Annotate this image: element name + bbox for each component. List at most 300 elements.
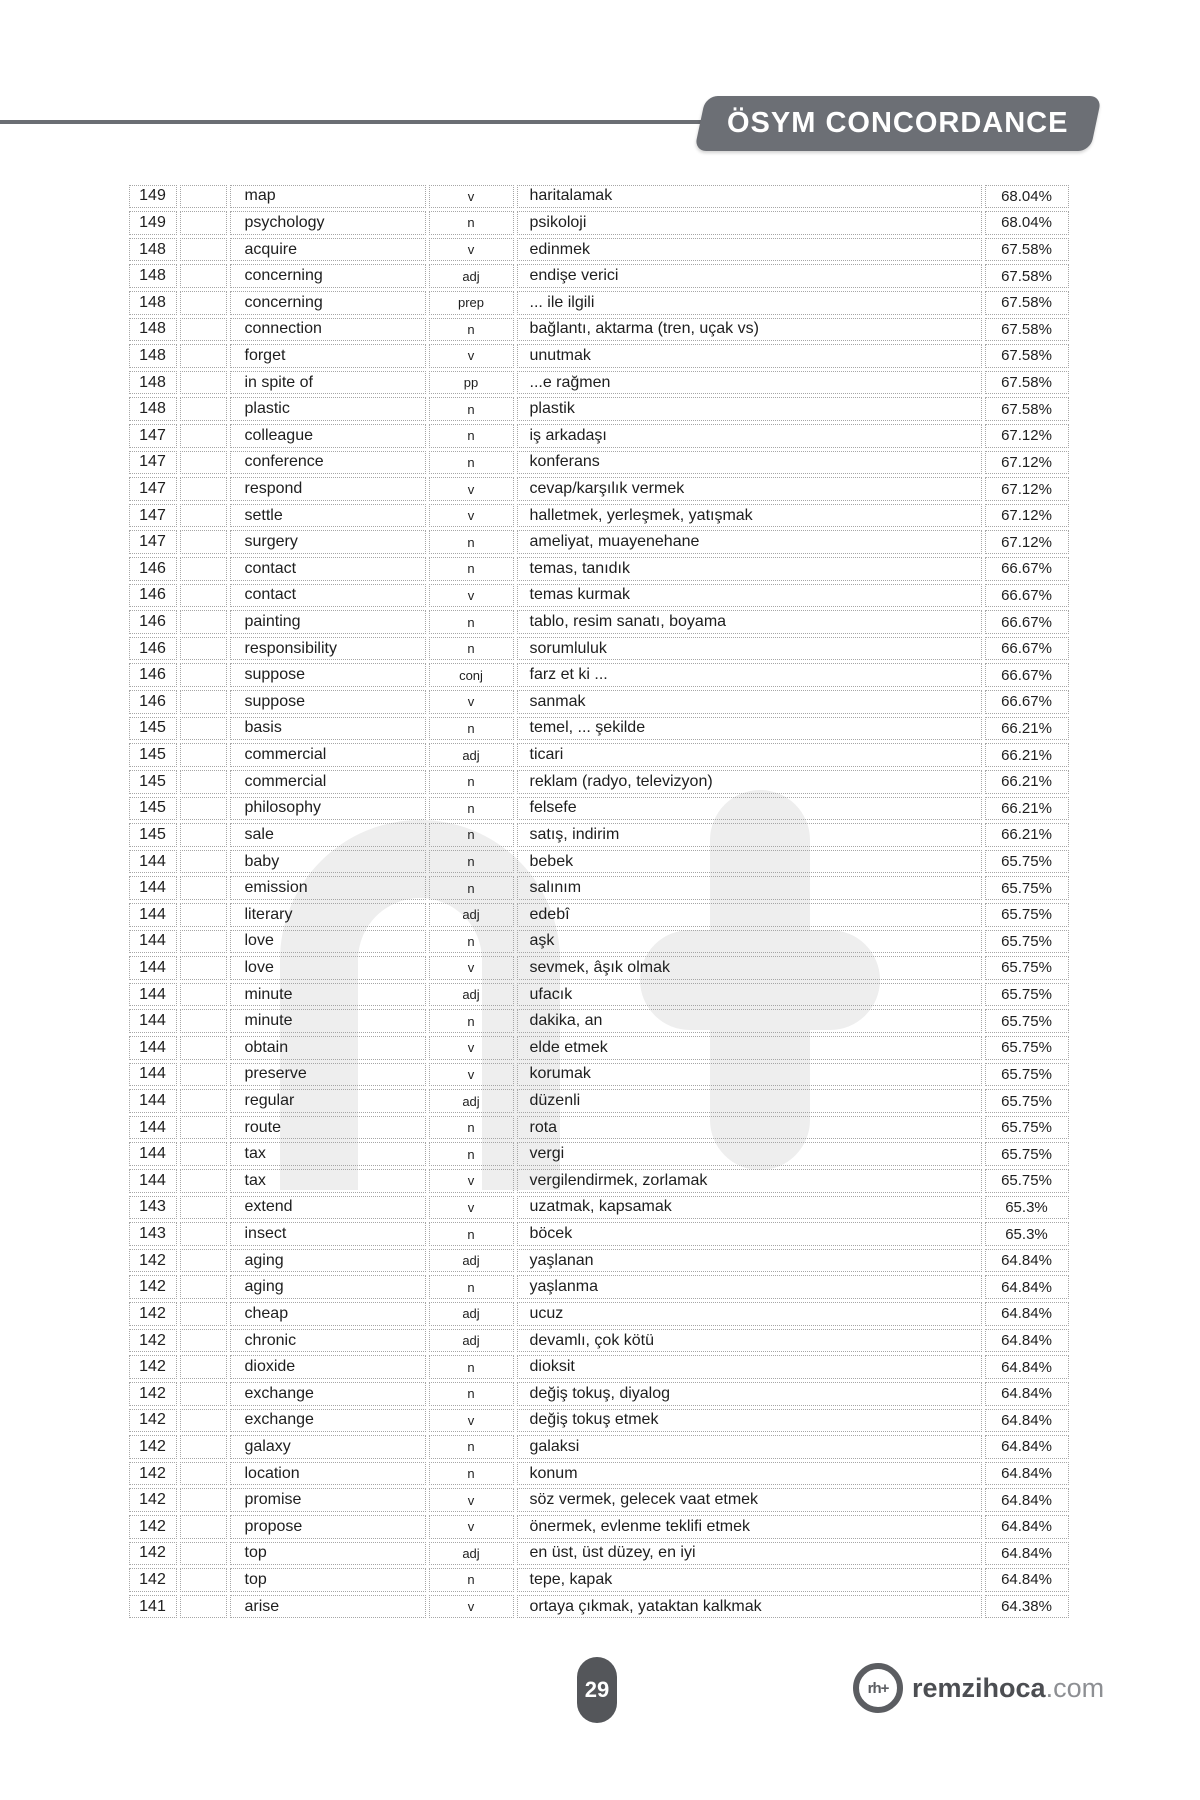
pos-cell: adj <box>429 1249 514 1273</box>
word-cell: suppose <box>230 690 426 714</box>
pos-cell: v <box>429 584 514 608</box>
pos-cell: n <box>429 1355 514 1379</box>
meaning-cell: ameliyat, muayenehane <box>517 530 982 554</box>
meaning-cell: galaksi <box>517 1435 982 1459</box>
percentage-cell: 65.75% <box>985 876 1069 900</box>
frequency-cell: 144 <box>129 1036 177 1060</box>
frequency-cell: 146 <box>129 610 177 634</box>
meaning-cell: konum <box>517 1462 982 1486</box>
frequency-cell: 146 <box>129 690 177 714</box>
blank-cell <box>180 717 227 741</box>
frequency-cell: 142 <box>129 1249 177 1273</box>
table-row <box>127 396 1070 423</box>
table-row <box>127 1061 1070 1088</box>
pos-cell: n <box>429 1568 514 1592</box>
percentage-cell: 64.84% <box>985 1488 1069 1512</box>
table-row <box>127 1434 1070 1461</box>
percentage-cell: 64.84% <box>985 1302 1069 1326</box>
blank-cell <box>180 318 227 342</box>
meaning-cell: temel, ... şekilde <box>517 717 982 741</box>
pos-cell: n <box>429 850 514 874</box>
word-cell: emission <box>230 876 426 900</box>
word-cell: psychology <box>230 211 426 235</box>
header-rule-line <box>0 120 708 124</box>
blank-cell <box>180 1329 227 1353</box>
pos-cell: n <box>429 1435 514 1459</box>
word-cell: contact <box>230 584 426 608</box>
blank-cell <box>180 770 227 794</box>
pos-cell: n <box>429 1009 514 1033</box>
word-cell: map <box>230 185 426 209</box>
blank-cell <box>180 557 227 581</box>
meaning-cell: yaşlanan <box>517 1249 982 1273</box>
meaning-cell: edebî <box>517 903 982 927</box>
meaning-cell: temas, tanıdık <box>517 557 982 581</box>
percentage-cell: 66.67% <box>985 690 1069 714</box>
pos-cell: n <box>429 930 514 954</box>
table-row <box>127 1194 1070 1221</box>
pos-cell: v <box>429 185 514 209</box>
pos-cell: adj <box>429 983 514 1007</box>
blank-cell <box>180 371 227 395</box>
percentage-cell: 65.75% <box>985 930 1069 954</box>
percentage-cell: 65.75% <box>985 1142 1069 1166</box>
blank-cell <box>180 584 227 608</box>
blank-cell <box>180 1275 227 1299</box>
blank-cell <box>180 211 227 235</box>
table-row <box>127 1354 1070 1381</box>
frequency-cell: 144 <box>129 930 177 954</box>
frequency-cell: 147 <box>129 424 177 448</box>
percentage-cell: 64.84% <box>985 1355 1069 1379</box>
word-cell: concerning <box>230 264 426 288</box>
pos-cell: n <box>429 610 514 634</box>
percentage-cell: 68.04% <box>985 185 1069 209</box>
table-row <box>127 1141 1070 1168</box>
pos-cell: n <box>429 770 514 794</box>
percentage-cell: 66.67% <box>985 637 1069 661</box>
percentage-cell: 65.3% <box>985 1222 1069 1246</box>
table-row <box>127 236 1070 263</box>
percentage-cell: 65.75% <box>985 1169 1069 1193</box>
word-cell: minute <box>230 1009 426 1033</box>
word-cell: commercial <box>230 770 426 794</box>
table-row <box>127 556 1070 583</box>
meaning-cell: vergilendirmek, zorlamak <box>517 1169 982 1193</box>
pos-cell: v <box>429 1169 514 1193</box>
table-row <box>127 981 1070 1008</box>
meaning-cell: dakika, an <box>517 1009 982 1033</box>
blank-cell <box>180 1409 227 1433</box>
pos-cell: prep <box>429 291 514 315</box>
meaning-cell: sanmak <box>517 690 982 714</box>
frequency-cell: 143 <box>129 1222 177 1246</box>
percentage-cell: 64.84% <box>985 1462 1069 1486</box>
table-row <box>127 1247 1070 1274</box>
percentage-cell: 65.75% <box>985 956 1069 980</box>
word-cell: settle <box>230 504 426 528</box>
meaning-cell: sevmek, âşık olmak <box>517 956 982 980</box>
pos-cell: n <box>429 1382 514 1406</box>
pos-cell: n <box>429 1462 514 1486</box>
pos-cell: adj <box>429 903 514 927</box>
frequency-cell: 146 <box>129 557 177 581</box>
meaning-cell: edinmek <box>517 238 982 262</box>
word-cell: chronic <box>230 1329 426 1353</box>
meaning-cell: ufacık <box>517 983 982 1007</box>
blank-cell <box>180 1089 227 1113</box>
pos-cell: adj <box>429 1089 514 1113</box>
pos-cell: v <box>429 238 514 262</box>
blank-cell <box>180 823 227 847</box>
pos-cell: n <box>429 1275 514 1299</box>
blank-cell <box>180 185 227 209</box>
word-cell: responsibility <box>230 637 426 661</box>
percentage-cell: 64.84% <box>985 1382 1069 1406</box>
meaning-cell: tablo, resim sanatı, boyama <box>517 610 982 634</box>
frequency-cell: 143 <box>129 1196 177 1220</box>
word-cell: insect <box>230 1222 426 1246</box>
percentage-cell: 64.84% <box>985 1568 1069 1592</box>
frequency-cell: 148 <box>129 291 177 315</box>
meaning-cell: tepe, kapak <box>517 1568 982 1592</box>
word-cell: colleague <box>230 424 426 448</box>
table-row <box>127 901 1070 928</box>
site-name: remzihoca <box>912 1672 1046 1703</box>
meaning-cell: uzatmak, kapsamak <box>517 1196 982 1220</box>
frequency-cell: 146 <box>129 663 177 687</box>
table-row <box>127 210 1070 237</box>
table-row <box>127 1460 1070 1487</box>
blank-cell <box>180 876 227 900</box>
meaning-cell: en üst, üst düzey, en iyi <box>517 1542 982 1566</box>
frequency-cell: 148 <box>129 318 177 342</box>
meaning-cell: rota <box>517 1116 982 1140</box>
blank-cell <box>180 1568 227 1592</box>
word-cell: regular <box>230 1089 426 1113</box>
blank-cell <box>180 1355 227 1379</box>
percentage-cell: 66.21% <box>985 797 1069 821</box>
table-row <box>127 742 1070 769</box>
percentage-cell: 67.58% <box>985 318 1069 342</box>
word-cell: top <box>230 1542 426 1566</box>
table-row <box>127 1567 1070 1594</box>
frequency-cell: 144 <box>129 850 177 874</box>
frequency-cell: 142 <box>129 1435 177 1459</box>
frequency-cell: 142 <box>129 1382 177 1406</box>
meaning-cell: haritalamak <box>517 185 982 209</box>
meaning-cell: korumak <box>517 1063 982 1087</box>
frequency-cell: 148 <box>129 344 177 368</box>
frequency-cell: 142 <box>129 1329 177 1353</box>
word-cell: dioxide <box>230 1355 426 1379</box>
percentage-cell: 67.58% <box>985 264 1069 288</box>
word-cell: commercial <box>230 743 426 767</box>
blank-cell <box>180 663 227 687</box>
table-row <box>127 768 1070 795</box>
percentage-cell: 65.3% <box>985 1196 1069 1220</box>
frequency-cell: 142 <box>129 1568 177 1592</box>
percentage-cell: 64.84% <box>985 1515 1069 1539</box>
pos-cell: n <box>429 211 514 235</box>
percentage-cell: 67.12% <box>985 530 1069 554</box>
table-row <box>127 1301 1070 1328</box>
pos-cell: pp <box>429 371 514 395</box>
meaning-cell: satış, indirim <box>517 823 982 847</box>
blank-cell <box>180 690 227 714</box>
blank-cell <box>180 903 227 927</box>
percentage-cell: 66.67% <box>985 610 1069 634</box>
percentage-cell: 65.75% <box>985 983 1069 1007</box>
pos-cell: v <box>429 1409 514 1433</box>
frequency-cell: 148 <box>129 264 177 288</box>
percentage-cell: 68.04% <box>985 211 1069 235</box>
word-cell: promise <box>230 1488 426 1512</box>
word-cell: baby <box>230 850 426 874</box>
pos-cell: n <box>429 876 514 900</box>
pos-cell: v <box>429 1595 514 1619</box>
frequency-cell: 142 <box>129 1409 177 1433</box>
frequency-cell: 142 <box>129 1355 177 1379</box>
meaning-cell: iş arkadaşı <box>517 424 982 448</box>
percentage-cell: 65.75% <box>985 1036 1069 1060</box>
frequency-cell: 145 <box>129 743 177 767</box>
meaning-cell: dioksit <box>517 1355 982 1379</box>
percentage-cell: 67.58% <box>985 238 1069 262</box>
frequency-cell: 148 <box>129 397 177 421</box>
table-row <box>127 1035 1070 1062</box>
word-cell: philosophy <box>230 797 426 821</box>
blank-cell <box>180 1435 227 1459</box>
table-row <box>127 1380 1070 1407</box>
word-cell: love <box>230 956 426 980</box>
word-cell: minute <box>230 983 426 1007</box>
word-cell: love <box>230 930 426 954</box>
table-row <box>127 875 1070 902</box>
table-row <box>127 369 1070 396</box>
table-row <box>127 689 1070 716</box>
frequency-cell: 148 <box>129 371 177 395</box>
blank-cell <box>180 1515 227 1539</box>
percentage-cell: 66.67% <box>985 584 1069 608</box>
pos-cell: adj <box>429 1542 514 1566</box>
meaning-cell: ticari <box>517 743 982 767</box>
word-cell: in spite of <box>230 371 426 395</box>
table-row <box>127 822 1070 849</box>
table-row <box>127 635 1070 662</box>
pos-cell: adj <box>429 1302 514 1326</box>
table-row <box>127 1327 1070 1354</box>
meaning-cell: elde etmek <box>517 1036 982 1060</box>
word-cell: literary <box>230 903 426 927</box>
concordance-table-body <box>127 183 1070 1620</box>
blank-cell <box>180 1488 227 1512</box>
word-cell: preserve <box>230 1063 426 1087</box>
word-cell: sale <box>230 823 426 847</box>
word-cell: obtain <box>230 1036 426 1060</box>
blank-cell <box>180 930 227 954</box>
frequency-cell: 149 <box>129 185 177 209</box>
pos-cell: n <box>429 397 514 421</box>
pos-cell: v <box>429 477 514 501</box>
percentage-cell: 65.75% <box>985 1116 1069 1140</box>
percentage-cell: 64.84% <box>985 1409 1069 1433</box>
percentage-cell: 67.58% <box>985 291 1069 315</box>
meaning-cell: önermek, evlenme teklifi etmek <box>517 1515 982 1539</box>
page-number: 29 <box>584 1677 610 1702</box>
page-title-banner <box>694 96 1102 151</box>
blank-cell <box>180 1036 227 1060</box>
table-row <box>127 1274 1070 1301</box>
percentage-cell: 67.58% <box>985 344 1069 368</box>
meaning-cell: vergi <box>517 1142 982 1166</box>
pos-cell: n <box>429 1142 514 1166</box>
table-row <box>127 955 1070 982</box>
frequency-cell: 147 <box>129 451 177 475</box>
table-row <box>127 582 1070 609</box>
pos-cell: adj <box>429 264 514 288</box>
pos-cell: v <box>429 1036 514 1060</box>
blank-cell <box>180 1196 227 1220</box>
blank-cell <box>180 1063 227 1087</box>
meaning-cell: felsefe <box>517 797 982 821</box>
meaning-cell: devamlı, çok kötü <box>517 1329 982 1353</box>
frequency-cell: 148 <box>129 238 177 262</box>
table-row <box>127 662 1070 689</box>
meaning-cell: endişe verici <box>517 264 982 288</box>
blank-cell <box>180 1116 227 1140</box>
percentage-cell: 65.75% <box>985 1089 1069 1113</box>
pos-cell: v <box>429 1196 514 1220</box>
word-cell: extend <box>230 1196 426 1220</box>
percentage-cell: 66.21% <box>985 717 1069 741</box>
word-cell: location <box>230 1462 426 1486</box>
pos-cell: v <box>429 1515 514 1539</box>
pos-cell: n <box>429 1222 514 1246</box>
frequency-cell: 144 <box>129 1089 177 1113</box>
word-cell: concerning <box>230 291 426 315</box>
frequency-cell: 145 <box>129 717 177 741</box>
meaning-cell: reklam (radyo, televizyon) <box>517 770 982 794</box>
concordance-table <box>127 183 1070 1620</box>
word-cell: route <box>230 1116 426 1140</box>
frequency-cell: 144 <box>129 903 177 927</box>
pos-cell: v <box>429 956 514 980</box>
percentage-cell: 66.67% <box>985 557 1069 581</box>
blank-cell <box>180 1462 227 1486</box>
word-cell: exchange <box>230 1409 426 1433</box>
percentage-cell: 64.84% <box>985 1435 1069 1459</box>
meaning-cell: halletmek, yerleşmek, yatışmak <box>517 504 982 528</box>
word-cell: propose <box>230 1515 426 1539</box>
frequency-cell: 145 <box>129 770 177 794</box>
meaning-cell: unutmak <box>517 344 982 368</box>
table-row <box>127 609 1070 636</box>
percentage-cell: 65.75% <box>985 1009 1069 1033</box>
word-cell: aging <box>230 1249 426 1273</box>
blank-cell <box>180 1249 227 1273</box>
percentage-cell: 65.75% <box>985 903 1069 927</box>
blank-cell <box>180 1169 227 1193</box>
table-row <box>127 529 1070 556</box>
frequency-cell: 144 <box>129 1142 177 1166</box>
percentage-cell: 64.84% <box>985 1329 1069 1353</box>
blank-cell <box>180 264 227 288</box>
table-row <box>127 928 1070 955</box>
percentage-cell: 65.75% <box>985 1063 1069 1087</box>
pos-cell: v <box>429 690 514 714</box>
word-cell: basis <box>230 717 426 741</box>
pos-cell: adj <box>429 743 514 767</box>
table-row <box>127 1088 1070 1115</box>
table-row <box>127 422 1070 449</box>
blank-cell <box>180 397 227 421</box>
meaning-cell: değiş tokuş etmek <box>517 1409 982 1433</box>
table-row <box>127 795 1070 822</box>
word-cell: aging <box>230 1275 426 1299</box>
word-cell: cheap <box>230 1302 426 1326</box>
frequency-cell: 145 <box>129 823 177 847</box>
table-row <box>127 715 1070 742</box>
blank-cell <box>180 477 227 501</box>
percentage-cell: 67.58% <box>985 371 1069 395</box>
word-cell: painting <box>230 610 426 634</box>
blank-cell <box>180 1382 227 1406</box>
table-row <box>127 1221 1070 1248</box>
percentage-cell: 67.12% <box>985 477 1069 501</box>
blank-cell <box>180 1595 227 1619</box>
blank-cell <box>180 983 227 1007</box>
page-number-badge <box>577 1657 617 1723</box>
table-row <box>127 316 1070 343</box>
meaning-cell: farz et ki ... <box>517 663 982 687</box>
blank-cell <box>180 637 227 661</box>
percentage-cell: 67.12% <box>985 424 1069 448</box>
blank-cell <box>180 1009 227 1033</box>
table-row <box>127 1008 1070 1035</box>
blank-cell <box>180 1222 227 1246</box>
meaning-cell: psikoloji <box>517 211 982 235</box>
word-cell: connection <box>230 318 426 342</box>
blank-cell <box>180 797 227 821</box>
table-row <box>127 1168 1070 1195</box>
percentage-cell: 64.84% <box>985 1249 1069 1273</box>
table-row <box>127 183 1070 210</box>
word-cell: plastic <box>230 397 426 421</box>
meaning-cell: aşk <box>517 930 982 954</box>
pos-cell: v <box>429 1488 514 1512</box>
blank-cell <box>180 1302 227 1326</box>
table-row <box>127 1593 1070 1620</box>
blank-cell <box>180 956 227 980</box>
pos-cell: n <box>429 717 514 741</box>
word-cell: conference <box>230 451 426 475</box>
percentage-cell: 67.12% <box>985 504 1069 528</box>
percentage-cell: 66.67% <box>985 663 1069 687</box>
frequency-cell: 144 <box>129 1169 177 1193</box>
blank-cell <box>180 291 227 315</box>
pos-cell: n <box>429 797 514 821</box>
word-cell: tax <box>230 1142 426 1166</box>
table-row <box>127 1540 1070 1567</box>
pos-cell: v <box>429 344 514 368</box>
frequency-cell: 142 <box>129 1302 177 1326</box>
frequency-cell: 142 <box>129 1542 177 1566</box>
word-cell: acquire <box>230 238 426 262</box>
pos-cell: v <box>429 504 514 528</box>
meaning-cell: plastik <box>517 397 982 421</box>
frequency-cell: 142 <box>129 1462 177 1486</box>
